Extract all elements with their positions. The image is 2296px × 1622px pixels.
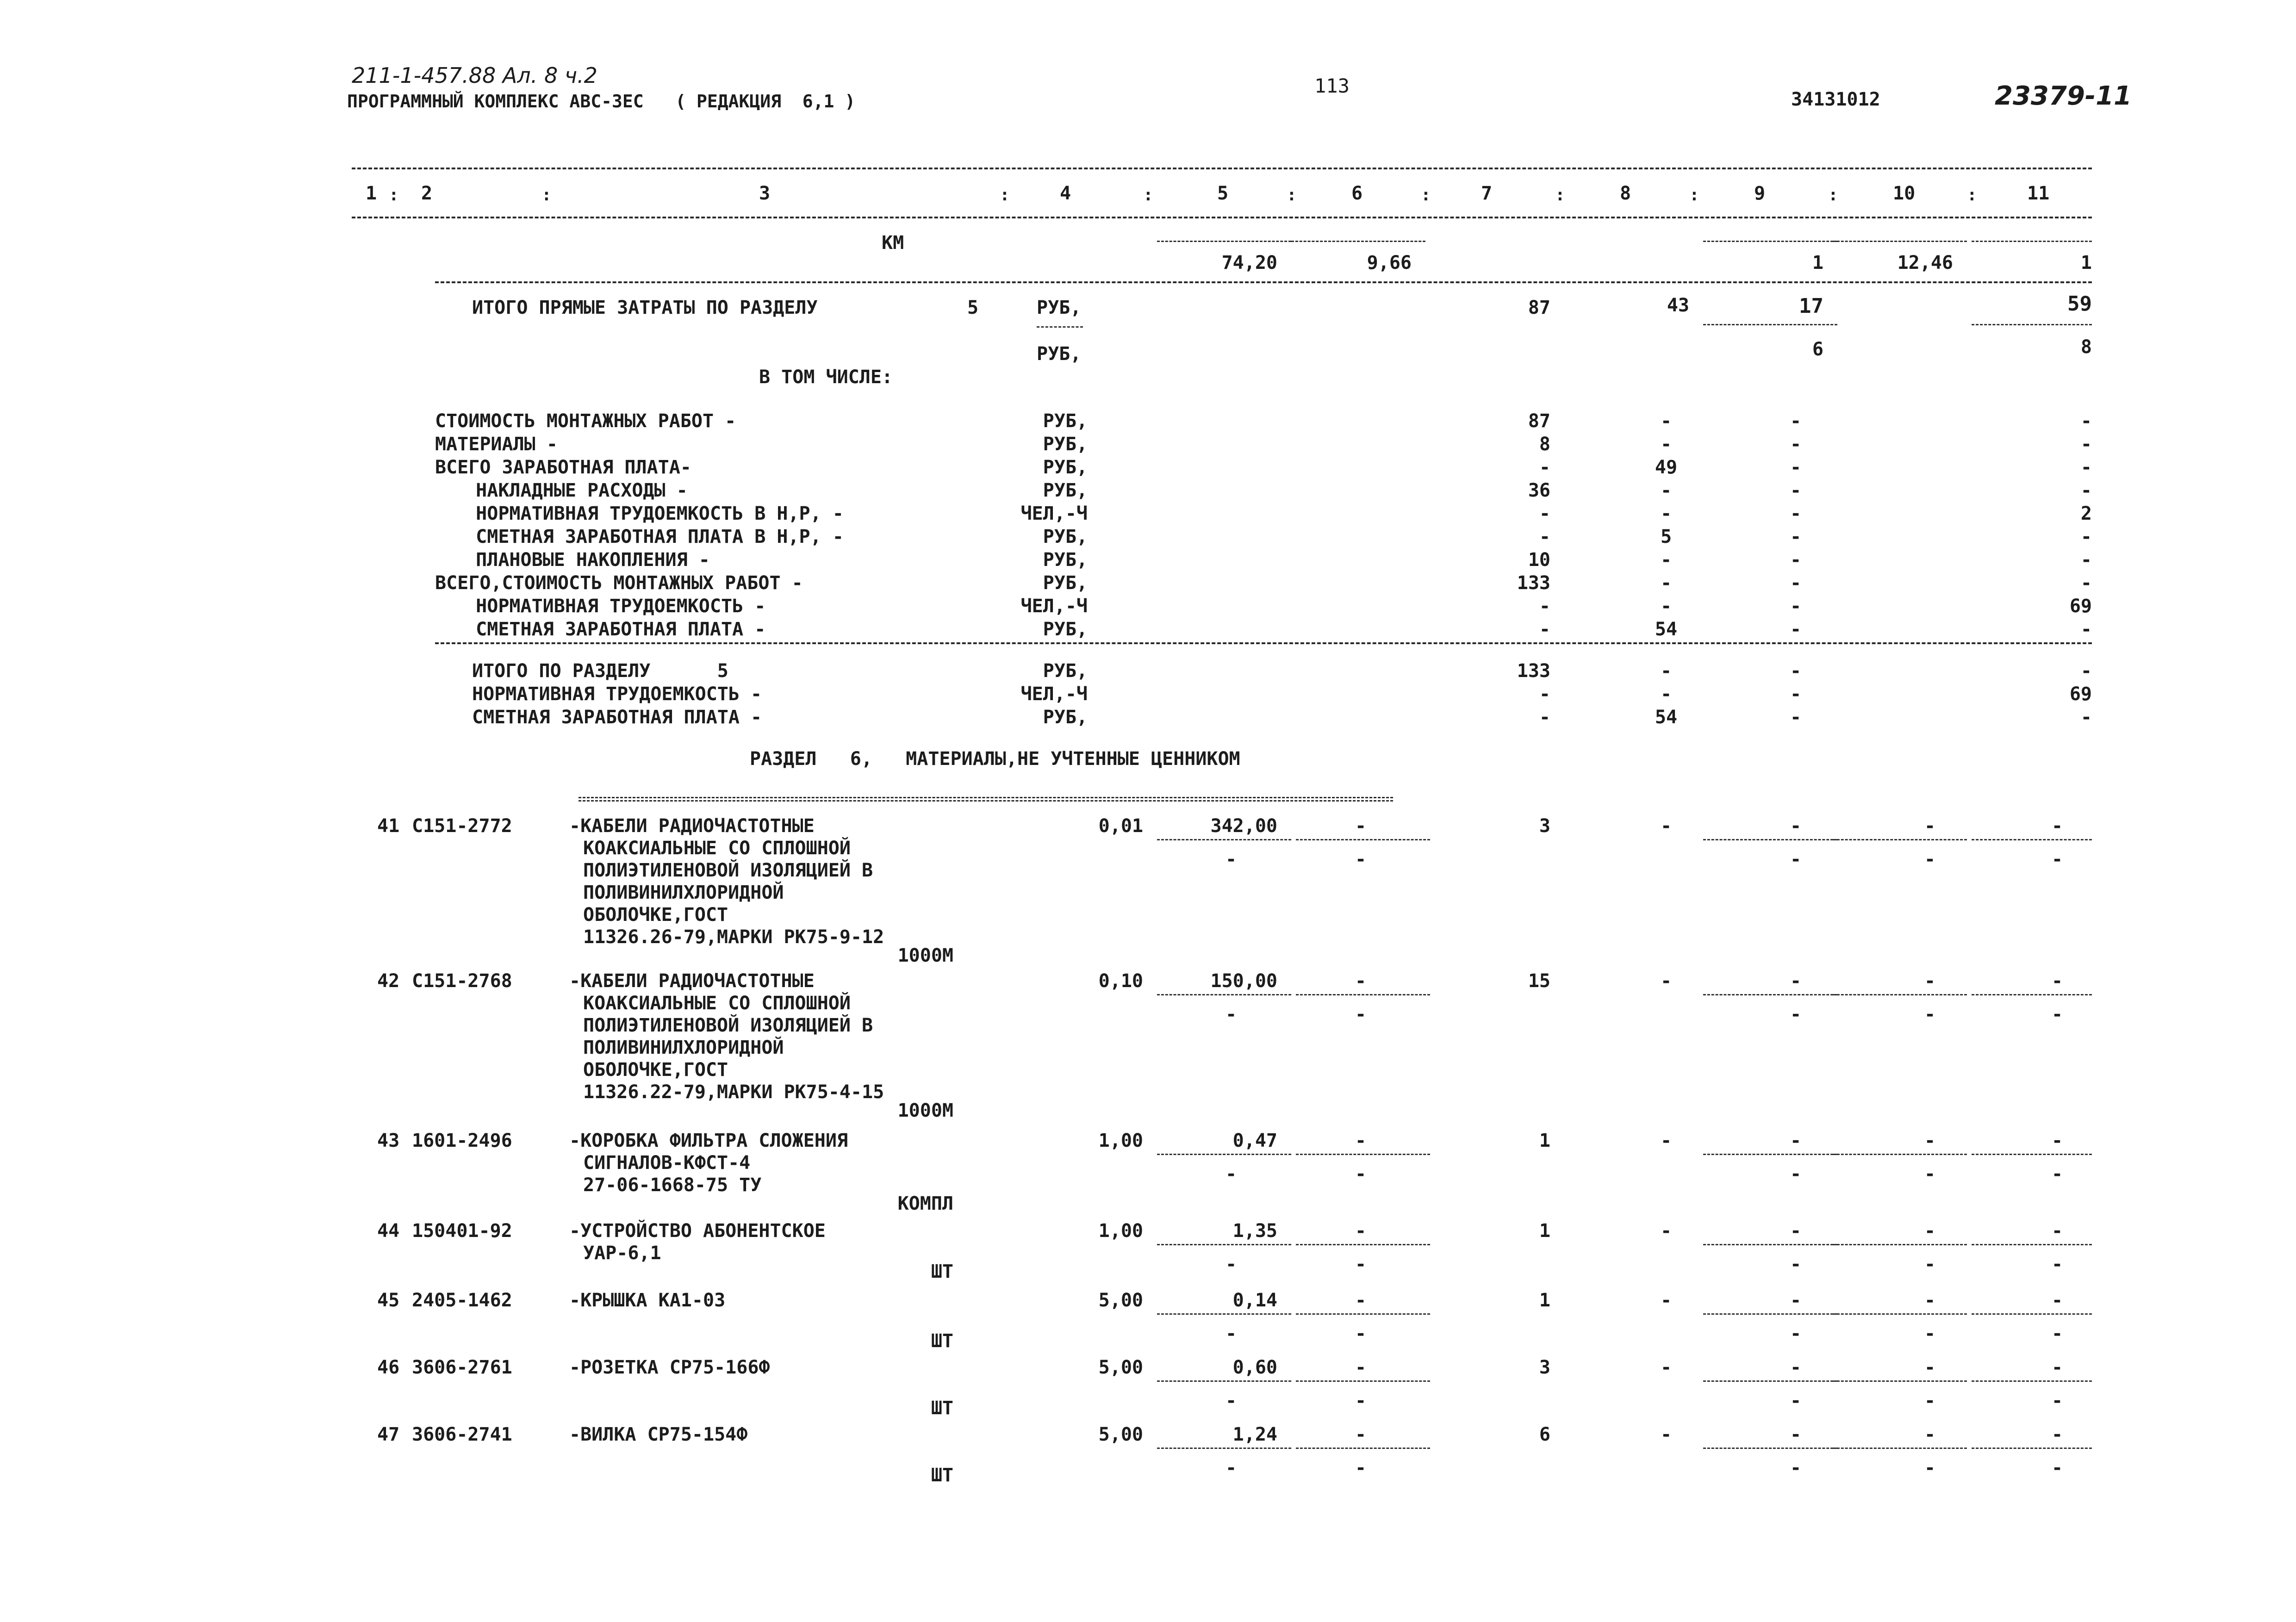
item-sub-col6: - — [1355, 849, 1367, 870]
summary-col9: - — [1790, 480, 1802, 501]
item-number: 42 — [377, 970, 400, 992]
total-direct-col8: 43 — [1667, 295, 1689, 316]
item-number: 43 — [377, 1130, 400, 1151]
item-description-line: -КАБЕЛИ РАДИОЧАСТОТНЫЕ — [569, 970, 815, 992]
item-code: 3606-2741 — [412, 1424, 512, 1445]
summary-col8: 49 — [1655, 457, 1678, 478]
item-col8: - — [1660, 1357, 1672, 1378]
item-col11: - — [2051, 815, 2063, 837]
km-col10: 12,46 — [1897, 252, 1953, 273]
item-unit: ШТ — [931, 1330, 953, 1352]
item-description-line: УАР-6,1 — [583, 1243, 661, 1264]
section-total-col9: - — [1790, 660, 1802, 682]
item-sub-col9: - — [1790, 1004, 1802, 1025]
dash-separator — [1833, 1448, 1967, 1449]
item-col8: - — [1660, 1424, 1672, 1445]
item-col8: - — [1660, 815, 1672, 837]
item-code: 1601-2496 — [412, 1130, 512, 1151]
item-description-line: -КРЫШКА КА1-03 — [569, 1290, 726, 1311]
summary-col11: - — [2080, 619, 2092, 640]
item-number: 47 — [377, 1424, 400, 1445]
item-code: 3606-2761 — [412, 1357, 512, 1378]
item-description-line: СИГНАЛОВ-КФСТ-4 — [583, 1152, 751, 1174]
item-number: 46 — [377, 1357, 400, 1378]
item-col7: 1 — [1539, 1220, 1550, 1242]
item-price: 342,00 — [1210, 815, 1277, 837]
column-separator: : — [389, 186, 399, 205]
item-description-line: -РОЗЕТКА СР75-166Ф — [569, 1357, 770, 1378]
km-col11: 1 — [2080, 252, 2092, 273]
item-col11: - — [2051, 1424, 2063, 1445]
summary-col11: - — [2080, 457, 2092, 478]
dash-separator — [1157, 1380, 1291, 1382]
item-sub-col5: - — [1225, 1004, 1237, 1025]
item-col6: - — [1355, 1357, 1367, 1378]
item-sub-col10: - — [1924, 1163, 1936, 1185]
item-description-line: -КОРОБКА ФИЛЬТРА СЛОЖЕНИЯ — [569, 1130, 848, 1151]
item-sub-col11: - — [2051, 1254, 2063, 1275]
section-total-unit: ЧЕЛ,-Ч — [1020, 684, 1088, 705]
total-direct-unit2: РУБ, — [1037, 343, 1082, 365]
item-col6: - — [1355, 970, 1367, 992]
header-rule-top — [352, 168, 2092, 169]
item-sub-col9: - — [1790, 1254, 1802, 1275]
item-sub-col6: - — [1355, 1254, 1367, 1275]
dash-separator — [1972, 839, 2092, 840]
section-total-col11: 69 — [2069, 684, 2092, 705]
item-sub-col11: - — [2051, 1457, 2063, 1479]
summary-col8: - — [1660, 480, 1672, 501]
item-unit: 1000М — [897, 945, 953, 966]
item-col11: - — [2051, 1130, 2063, 1151]
summary-label: НОРМАТИВНАЯ ТРУДОЕМКОСТЬ В Н,Р, - — [454, 503, 844, 524]
summary-col11: - — [2080, 434, 2092, 455]
dash-separator — [1833, 1380, 1967, 1382]
dash-separator — [1703, 1448, 1837, 1449]
item-sub-col6: - — [1355, 1390, 1367, 1411]
item-quantity: 0,01 — [1098, 815, 1143, 837]
item-col9: - — [1790, 815, 1802, 837]
item-quantity: 1,00 — [1098, 1220, 1143, 1242]
dash-separator — [1157, 1448, 1291, 1449]
column-header-11: 11 — [2027, 183, 2050, 204]
item-sub-col11: - — [2051, 1390, 2063, 1411]
column-header-9: 9 — [1754, 183, 1766, 204]
dash-separator — [1833, 1154, 1967, 1155]
total-direct-col11b: 8 — [2080, 336, 2092, 358]
dash-separator — [1703, 1244, 1837, 1245]
item-description-line: ПОЛИВИНИЛХЛОРИДНОЙ — [583, 882, 784, 903]
item-quantity: 0,10 — [1098, 970, 1143, 992]
summary-col7: - — [1539, 503, 1550, 524]
item-price: 1,35 — [1232, 1220, 1277, 1242]
handwritten-stamp: 23379-11 — [1995, 81, 2132, 111]
summary-unit: ЧЕЛ,-Ч — [1020, 596, 1088, 617]
section-total-unit: РУБ, — [1043, 707, 1088, 728]
item-sub-col9: - — [1790, 1390, 1802, 1411]
summary-unit: РУБ, — [1043, 434, 1088, 455]
item-description-line: ПОЛИЭТИЛЕНОВОЙ ИЗОЛЯЦИЕЙ В — [583, 1015, 873, 1036]
dash-separator — [1972, 1380, 2092, 1382]
section-total-col8: - — [1660, 684, 1672, 705]
summary-label: ВСЕГО ЗАРАБОТНАЯ ПЛАТА- — [435, 457, 691, 478]
column-separator: : — [541, 186, 552, 205]
item-col11: - — [2051, 1290, 2063, 1311]
item-quantity: 5,00 — [1098, 1357, 1143, 1378]
dash-separator — [1296, 994, 1430, 995]
summary-unit: РУБ, — [1043, 619, 1088, 640]
item-col9: - — [1790, 1130, 1802, 1151]
dash-separator — [1972, 1244, 2092, 1245]
item-number: 44 — [377, 1220, 400, 1242]
item-col11: - — [2051, 1220, 2063, 1242]
item-number: 41 — [377, 815, 400, 837]
summary-rule — [435, 642, 2092, 644]
item-description-line: ПОЛИЭТИЛЕНОВОЙ ИЗОЛЯЦИЕЙ В — [583, 860, 873, 881]
item-price: 0,14 — [1232, 1290, 1277, 1311]
summary-unit: РУБ, — [1043, 572, 1088, 594]
dash-separator — [1296, 1380, 1430, 1382]
summary-unit: РУБ, — [1043, 457, 1088, 478]
total-direct-col9b: 6 — [1812, 339, 1823, 360]
column-header-10: 10 — [1893, 183, 1916, 204]
dash-separator — [1972, 1154, 2092, 1155]
dash-separator — [1972, 1313, 2092, 1315]
section-total-col11: - — [2080, 707, 2092, 728]
summary-col9: - — [1790, 572, 1802, 594]
total-direct-unit: РУБ, — [1037, 297, 1082, 318]
item-sub-col10: - — [1924, 1390, 1936, 1411]
summary-col9: - — [1790, 503, 1802, 524]
item-col8: - — [1660, 1220, 1672, 1242]
dash-separator — [1296, 1244, 1430, 1245]
item-sub-col9: - — [1790, 849, 1802, 870]
item-price: 0,60 — [1232, 1357, 1277, 1378]
section6-underline — [579, 797, 1393, 802]
item-quantity: 5,00 — [1098, 1424, 1143, 1445]
summary-col7: - — [1539, 619, 1550, 640]
item-col10: - — [1924, 1357, 1936, 1378]
km-unit: КМ — [882, 232, 904, 254]
item-col9: - — [1790, 1220, 1802, 1242]
item-sub-col10: - — [1924, 1254, 1936, 1275]
item-description-line: КОАКСИАЛЬНЫЕ СО СПЛОШНОЙ — [583, 838, 851, 859]
item-col6: - — [1355, 1424, 1367, 1445]
summary-col9: - — [1790, 434, 1802, 455]
item-code: 150401-92 — [412, 1220, 512, 1242]
item-description-line: ОБОЛОЧКЕ,ГОСТ — [583, 904, 728, 926]
dash-separator — [1157, 839, 1291, 840]
summary-col9: - — [1790, 526, 1802, 547]
item-sub-col6: - — [1355, 1457, 1367, 1479]
item-sub-col5: - — [1225, 1254, 1237, 1275]
item-sub-col6: - — [1355, 1004, 1367, 1025]
item-sub-col9: - — [1790, 1163, 1802, 1185]
summary-col8: - — [1660, 549, 1672, 571]
item-col10: - — [1924, 1220, 1936, 1242]
section-total-col8: 54 — [1655, 707, 1678, 728]
km-col5: 74,20 — [1221, 252, 1277, 273]
in-that-heading: В ТОМ ЧИСЛЕ: — [759, 367, 893, 388]
summary-col9: - — [1790, 619, 1802, 640]
item-sub-col6: - — [1355, 1323, 1367, 1344]
dash-separator — [1833, 1244, 1967, 1245]
dash-separator — [1703, 839, 1837, 840]
summary-col7: 8 — [1539, 434, 1550, 455]
column-separator: : — [1000, 186, 1010, 205]
dash-separator — [1157, 1154, 1291, 1155]
dash-separator — [1296, 1448, 1430, 1449]
section-total-label: ИТОГО ПО РАЗДЕЛУ 5 — [472, 660, 728, 682]
item-unit: ШТ — [931, 1465, 953, 1486]
item-description-line: -УСТРОЙСТВО АБОНЕНТСКОЕ — [569, 1220, 826, 1242]
column-header-8: 8 — [1620, 183, 1631, 204]
column-header-5: 5 — [1217, 183, 1229, 204]
summary-col11: - — [2080, 526, 2092, 547]
column-header-6: 6 — [1351, 183, 1363, 204]
dash-separator — [1296, 1313, 1430, 1315]
item-sub-col5: - — [1225, 849, 1237, 870]
section-total-col9: - — [1790, 707, 1802, 728]
item-col8: - — [1660, 1130, 1672, 1151]
summary-col11: - — [2080, 549, 2092, 571]
item-col6: - — [1355, 1130, 1367, 1151]
dash-separator — [1703, 1154, 1837, 1155]
item-sub-col10: - — [1924, 1457, 1936, 1479]
column-separator: : — [1689, 186, 1699, 205]
item-description-line: -ВИЛКА СР75-154Ф — [569, 1424, 748, 1445]
summary-label: СМЕТНАЯ ЗАРАБОТНАЯ ПЛАТА В Н,Р, - — [454, 526, 844, 547]
header-rule-bottom — [352, 217, 2092, 218]
item-unit: 1000М — [897, 1100, 953, 1121]
summary-col8: 54 — [1655, 619, 1678, 640]
summary-unit: РУБ, — [1043, 526, 1088, 547]
summary-col8: 5 — [1660, 526, 1672, 547]
dash-separator — [1703, 1380, 1837, 1382]
item-sub-col5: - — [1225, 1163, 1237, 1185]
item-col10: - — [1924, 1424, 1936, 1445]
dash-separator — [1157, 994, 1291, 995]
summary-col9: - — [1790, 410, 1802, 432]
column-separator: : — [1967, 186, 1977, 205]
item-description-line: 11326.22-79,МАРКИ РК75-4-15 — [583, 1081, 884, 1103]
item-col9: - — [1790, 1357, 1802, 1378]
dash-separator — [1972, 1448, 2092, 1449]
item-col8: - — [1660, 1290, 1672, 1311]
column-separator: : — [1287, 186, 1297, 205]
column-header-4: 4 — [1060, 183, 1071, 204]
item-quantity: 1,00 — [1098, 1130, 1143, 1151]
item-description-line: 11326.26-79,МАРКИ РК75-9-12 — [583, 926, 884, 948]
summary-col11: - — [2080, 572, 2092, 594]
total-direct-col9: 17 — [1799, 294, 1823, 318]
summary-col8: - — [1660, 572, 1672, 594]
item-number: 45 — [377, 1290, 400, 1311]
column-separator: : — [1555, 186, 1565, 205]
section-total-col9: - — [1790, 684, 1802, 705]
program-title: ПРОГРАММНЫЙ КОМПЛЕКС АВС-3ЕС ( РЕДАКЦИЯ 6,1 ) — [347, 91, 856, 112]
dash-separator — [1833, 994, 1967, 995]
item-price: 0,47 — [1232, 1130, 1277, 1151]
section6-title: РАЗДЕЛ 6, МАТЕРИАЛЫ,НЕ УЧТЕННЫЕ ЦЕННИКОМ — [750, 748, 1240, 770]
summary-col8: - — [1660, 596, 1672, 617]
summary-unit: ЧЕЛ,-Ч — [1020, 503, 1088, 524]
item-col7: 3 — [1539, 815, 1550, 837]
summary-label: НАКЛАДНЫЕ РАСХОДЫ - — [454, 480, 688, 501]
summary-col11: - — [2080, 410, 2092, 432]
summary-col7: - — [1539, 457, 1550, 478]
km-col9: 1 — [1812, 252, 1823, 273]
item-unit: ШТ — [931, 1261, 953, 1282]
item-col7: 1 — [1539, 1130, 1550, 1151]
summary-col9: - — [1790, 457, 1802, 478]
summary-col8: - — [1660, 434, 1672, 455]
total-direct-section: 5 — [967, 297, 979, 318]
dash-separator — [1972, 994, 2092, 995]
item-sub-col5: - — [1225, 1323, 1237, 1344]
dash-separator — [1296, 839, 1430, 840]
summary-col7: 36 — [1528, 480, 1550, 501]
column-header-7: 7 — [1481, 183, 1493, 204]
item-sub-col5: - — [1225, 1390, 1237, 1411]
km-rule — [435, 281, 2092, 283]
item-code: С151-2772 — [412, 815, 512, 837]
item-sub-col5: - — [1225, 1457, 1237, 1479]
item-col10: - — [1924, 1130, 1936, 1151]
item-col6: - — [1355, 1290, 1367, 1311]
km-col6: 9,66 — [1367, 252, 1412, 273]
item-sub-col11: - — [2051, 1004, 2063, 1025]
item-col9: - — [1790, 1424, 1802, 1445]
item-col9: - — [1790, 970, 1802, 992]
section-total-col8: - — [1660, 660, 1672, 682]
item-sub-col11: - — [2051, 1323, 2063, 1344]
column-separator: : — [1828, 186, 1838, 205]
section-total-label: НОРМАТИВНАЯ ТРУДОЕМКОСТЬ - — [472, 684, 762, 705]
summary-unit: РУБ, — [1043, 549, 1088, 571]
item-col7: 6 — [1539, 1424, 1550, 1445]
item-description-line: -КАБЕЛИ РАДИОЧАСТОТНЫЕ — [569, 815, 815, 837]
dash-separator — [1703, 994, 1837, 995]
item-col11: - — [2051, 970, 2063, 992]
summary-col11: - — [2080, 480, 2092, 501]
summary-label: МАТЕРИАЛЫ - — [435, 434, 558, 455]
summary-col9: - — [1790, 549, 1802, 571]
summary-col7: 87 — [1528, 410, 1550, 432]
item-sub-col10: - — [1924, 1004, 1936, 1025]
total-direct-label: ИТОГО ПРЯМЫЕ ЗАТРАТЫ ПО РАЗДЕЛУ — [472, 297, 818, 318]
dash-separator — [1157, 1244, 1291, 1245]
section-total-col7: 133 — [1517, 660, 1550, 682]
summary-unit: РУБ, — [1043, 480, 1088, 501]
item-col7: 1 — [1539, 1290, 1550, 1311]
item-description-line: КОАКСИАЛЬНЫЕ СО СПЛОШНОЙ — [583, 993, 851, 1014]
total-direct-col7: 87 — [1528, 297, 1550, 318]
item-price: 1,24 — [1232, 1424, 1277, 1445]
item-sub-col11: - — [2051, 1163, 2063, 1185]
doc-code: 34131012 — [1791, 89, 1880, 110]
item-sub-col9: - — [1790, 1323, 1802, 1344]
column-header-3: 3 — [759, 183, 771, 204]
summary-col7: 10 — [1528, 549, 1550, 571]
item-sub-col9: - — [1790, 1457, 1802, 1479]
summary-col9: - — [1790, 596, 1802, 617]
section-total-label: СМЕТНАЯ ЗАРАБОТНАЯ ПЛАТА - — [472, 707, 762, 728]
section-total-col7: - — [1539, 707, 1550, 728]
item-description-line: ПОЛИВИНИЛХЛОРИДНОЙ — [583, 1037, 784, 1058]
dash-separator — [1703, 1313, 1837, 1315]
summary-label: СТОИМОСТЬ МОНТАЖНЫХ РАБОТ - — [435, 410, 736, 432]
item-sub-col11: - — [2051, 849, 2063, 870]
summary-col7: - — [1539, 596, 1550, 617]
section-total-col11: - — [2080, 660, 2092, 682]
summary-label: НОРМАТИВНАЯ ТРУДОЕМКОСТЬ - — [454, 596, 766, 617]
item-col6: - — [1355, 1220, 1367, 1242]
summary-col11: 2 — [2080, 503, 2092, 524]
dash-separator — [1296, 1154, 1430, 1155]
item-sub-col6: - — [1355, 1163, 1367, 1185]
summary-label: ПЛАНОВЫЕ НАКОПЛЕНИЯ - — [454, 549, 710, 571]
doc-ref: 211-1-457.88 Ал. 8 ч.2 — [352, 63, 597, 88]
item-code: 2405-1462 — [412, 1290, 512, 1311]
item-unit: КОМПЛ — [897, 1193, 953, 1214]
item-sub-col10: - — [1924, 849, 1936, 870]
summary-col8: - — [1660, 410, 1672, 432]
dash-separator — [1833, 1313, 1967, 1315]
total-direct-col11: 59 — [2067, 292, 2092, 316]
item-col9: - — [1790, 1290, 1802, 1311]
item-col7: 15 — [1528, 970, 1550, 992]
column-separator: : — [1143, 186, 1153, 205]
section-total-col7: - — [1539, 684, 1550, 705]
summary-col7: 133 — [1517, 572, 1550, 594]
dash-separator — [1157, 1313, 1291, 1315]
page-number: 113 — [1314, 75, 1350, 97]
item-price: 150,00 — [1210, 970, 1277, 992]
dash-separator — [1833, 839, 1967, 840]
item-col7: 3 — [1539, 1357, 1550, 1378]
item-col10: - — [1924, 815, 1936, 837]
item-unit: ШТ — [931, 1398, 953, 1419]
item-quantity: 5,00 — [1098, 1290, 1143, 1311]
column-separator: : — [1421, 186, 1431, 205]
item-code: С151-2768 — [412, 970, 512, 992]
item-col10: - — [1924, 1290, 1936, 1311]
item-col11: - — [2051, 1357, 2063, 1378]
summary-label: СМЕТНАЯ ЗАРАБОТНАЯ ПЛАТА - — [454, 619, 766, 640]
item-col10: - — [1924, 970, 1936, 992]
column-header-1: 1 — [366, 183, 377, 204]
summary-col7: - — [1539, 526, 1550, 547]
summary-col8: - — [1660, 503, 1672, 524]
item-description-line: ОБОЛОЧКЕ,ГОСТ — [583, 1059, 728, 1081]
summary-col11: 69 — [2069, 596, 2092, 617]
item-sub-col10: - — [1924, 1323, 1936, 1344]
summary-unit: РУБ, — [1043, 410, 1088, 432]
summary-label: ВСЕГО,СТОИМОСТЬ МОНТАЖНЫХ РАБОТ - — [435, 572, 803, 594]
column-header-2: 2 — [421, 183, 433, 204]
section-total-unit: РУБ, — [1043, 660, 1088, 682]
item-col6: - — [1355, 815, 1367, 837]
item-col8: - — [1660, 970, 1672, 992]
item-description-line: 27-06-1668-75 ТУ — [583, 1175, 762, 1196]
